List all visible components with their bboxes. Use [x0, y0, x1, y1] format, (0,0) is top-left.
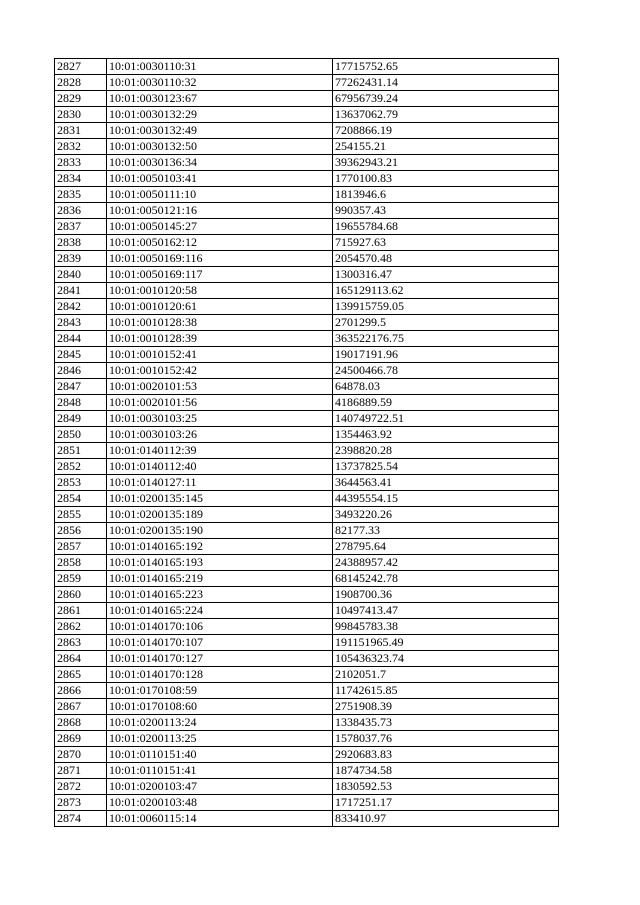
cadastral-number-cell: 10:01:0170108:60 [107, 699, 333, 715]
row-index-cell: 2833 [55, 155, 107, 171]
cadastral-number-cell: 10:01:0140112:40 [107, 459, 333, 475]
table-row [55, 523, 559, 539]
row-index-cell: 2864 [55, 651, 107, 667]
row-index-cell: 2850 [55, 427, 107, 443]
table-row [55, 763, 559, 779]
row-index-cell: 2869 [55, 731, 107, 747]
table-body [55, 59, 559, 827]
value-cell: 2920683.83 [333, 747, 559, 763]
row-index-cell: 2839 [55, 251, 107, 267]
cadastral-number-cell: 10:01:0030103:25 [107, 411, 333, 427]
table-row [55, 139, 559, 155]
row-index-cell: 2852 [55, 459, 107, 475]
row-index-cell: 2842 [55, 299, 107, 315]
row-index-cell: 2834 [55, 171, 107, 187]
cadastral-number-cell: 10:01:0140170:127 [107, 651, 333, 667]
table-row [55, 219, 559, 235]
value-cell: 278795.64 [333, 539, 559, 555]
row-index-cell: 2871 [55, 763, 107, 779]
row-index-cell: 2868 [55, 715, 107, 731]
value-cell: 1338435.73 [333, 715, 559, 731]
row-index-cell: 2849 [55, 411, 107, 427]
cadastral-number-cell: 10:01:0050145:27 [107, 219, 333, 235]
row-index-cell: 2858 [55, 555, 107, 571]
table-row [55, 603, 559, 619]
row-index-cell: 2870 [55, 747, 107, 763]
cadastral-number-cell: 10:01:0200113:24 [107, 715, 333, 731]
value-cell: 17715752.65 [333, 59, 559, 75]
value-cell: 13637062.79 [333, 107, 559, 123]
row-index-cell: 2866 [55, 683, 107, 699]
row-index-cell: 2838 [55, 235, 107, 251]
table-row [55, 107, 559, 123]
table-row [55, 731, 559, 747]
row-index-cell: 2856 [55, 523, 107, 539]
value-cell: 833410.97 [333, 811, 559, 827]
cadastral-number-cell: 10:01:0140165:192 [107, 539, 333, 555]
cadastral-number-cell: 10:01:0060115:14 [107, 811, 333, 827]
value-cell: 67956739.24 [333, 91, 559, 107]
row-index-cell: 2859 [55, 571, 107, 587]
table-row [55, 443, 559, 459]
value-cell: 165129113.62 [333, 283, 559, 299]
value-cell: 19655784.68 [333, 219, 559, 235]
cadastral-number-cell: 10:01:0050121:16 [107, 203, 333, 219]
row-index-cell: 2873 [55, 795, 107, 811]
value-cell: 39362943.21 [333, 155, 559, 171]
cadastral-number-cell: 10:01:0030110:31 [107, 59, 333, 75]
value-cell: 3493220.26 [333, 507, 559, 523]
row-index-cell: 2843 [55, 315, 107, 331]
table-row [55, 779, 559, 795]
value-cell: 7208866.19 [333, 123, 559, 139]
value-cell: 44395554.15 [333, 491, 559, 507]
cadastral-number-cell: 10:01:0140165:193 [107, 555, 333, 571]
value-cell: 1717251.17 [333, 795, 559, 811]
table-row [55, 251, 559, 267]
table-row [55, 155, 559, 171]
value-cell: 105436323.74 [333, 651, 559, 667]
cadastral-number-cell: 10:01:0030132:49 [107, 123, 333, 139]
row-index-cell: 2874 [55, 811, 107, 827]
table-row [55, 267, 559, 283]
table-row [55, 635, 559, 651]
data-table [54, 58, 559, 827]
cadastral-number-cell: 10:01:0200135:190 [107, 523, 333, 539]
value-cell: 1770100.83 [333, 171, 559, 187]
value-cell: 2751908.39 [333, 699, 559, 715]
value-cell: 4186889.59 [333, 395, 559, 411]
value-cell: 10497413.47 [333, 603, 559, 619]
value-cell: 1578037.76 [333, 731, 559, 747]
value-cell: 1813946.6 [333, 187, 559, 203]
table-row [55, 747, 559, 763]
row-index-cell: 2848 [55, 395, 107, 411]
value-cell: 82177.33 [333, 523, 559, 539]
cadastral-number-cell: 10:01:0140165:223 [107, 587, 333, 603]
table-row [55, 811, 559, 827]
cadastral-number-cell: 10:01:0010152:42 [107, 363, 333, 379]
table-row [55, 699, 559, 715]
row-index-cell: 2862 [55, 619, 107, 635]
value-cell: 2102051.7 [333, 667, 559, 683]
cadastral-number-cell: 10:01:0140165:224 [107, 603, 333, 619]
table-row [55, 91, 559, 107]
row-index-cell: 2832 [55, 139, 107, 155]
row-index-cell: 2827 [55, 59, 107, 75]
value-cell: 13737825.54 [333, 459, 559, 475]
cadastral-number-cell: 10:01:0050103:41 [107, 171, 333, 187]
table-row [55, 75, 559, 91]
cadastral-number-cell: 10:01:0020101:56 [107, 395, 333, 411]
cadastral-number-cell: 10:01:0140170:107 [107, 635, 333, 651]
cadastral-number-cell: 10:01:0140165:219 [107, 571, 333, 587]
row-index-cell: 2846 [55, 363, 107, 379]
row-index-cell: 2841 [55, 283, 107, 299]
table-row [55, 347, 559, 363]
value-cell: 1830592.53 [333, 779, 559, 795]
cadastral-number-cell: 10:01:0110151:41 [107, 763, 333, 779]
table-row [55, 571, 559, 587]
row-index-cell: 2836 [55, 203, 107, 219]
row-index-cell: 2835 [55, 187, 107, 203]
cadastral-number-cell: 10:01:0200103:47 [107, 779, 333, 795]
table-row [55, 187, 559, 203]
row-index-cell: 2863 [55, 635, 107, 651]
row-index-cell: 2861 [55, 603, 107, 619]
value-cell: 139915759.05 [333, 299, 559, 315]
value-cell: 2054570.48 [333, 251, 559, 267]
row-index-cell: 2840 [55, 267, 107, 283]
table-row [55, 491, 559, 507]
cadastral-number-cell: 10:01:0010152:41 [107, 347, 333, 363]
cadastral-number-cell: 10:01:0010128:39 [107, 331, 333, 347]
value-cell: 715927.63 [333, 235, 559, 251]
row-index-cell: 2845 [55, 347, 107, 363]
cadastral-number-cell: 10:01:0010128:38 [107, 315, 333, 331]
row-index-cell: 2831 [55, 123, 107, 139]
value-cell: 24500466.78 [333, 363, 559, 379]
cadastral-number-cell: 10:01:0050169:116 [107, 251, 333, 267]
cadastral-number-cell: 10:01:0030103:26 [107, 427, 333, 443]
cadastral-number-cell: 10:01:0170108:59 [107, 683, 333, 699]
value-cell: 24388957.42 [333, 555, 559, 571]
table-row [55, 683, 559, 699]
cadastral-number-cell: 10:01:0030132:50 [107, 139, 333, 155]
cadastral-number-cell: 10:01:0030132:29 [107, 107, 333, 123]
table-row [55, 427, 559, 443]
table-row [55, 795, 559, 811]
row-index-cell: 2847 [55, 379, 107, 395]
table-row [55, 315, 559, 331]
cadastral-number-cell: 10:01:0200135:189 [107, 507, 333, 523]
value-cell: 990357.43 [333, 203, 559, 219]
table-row [55, 203, 559, 219]
value-cell: 191151965.49 [333, 635, 559, 651]
value-cell: 3644563.41 [333, 475, 559, 491]
cadastral-number-cell: 10:01:0030110:32 [107, 75, 333, 91]
table-row [55, 363, 559, 379]
value-cell: 68145242.78 [333, 571, 559, 587]
value-cell: 363522176.75 [333, 331, 559, 347]
row-index-cell: 2860 [55, 587, 107, 603]
cadastral-number-cell: 10:01:0200135:145 [107, 491, 333, 507]
row-index-cell: 2857 [55, 539, 107, 555]
row-index-cell: 2829 [55, 91, 107, 107]
cadastral-number-cell: 10:01:0200103:48 [107, 795, 333, 811]
cadastral-number-cell: 10:01:0010120:58 [107, 283, 333, 299]
row-index-cell: 2851 [55, 443, 107, 459]
table-row [55, 667, 559, 683]
row-index-cell: 2830 [55, 107, 107, 123]
table-row [55, 715, 559, 731]
value-cell: 140749722.51 [333, 411, 559, 427]
table-row [55, 331, 559, 347]
row-index-cell: 2854 [55, 491, 107, 507]
cadastral-number-cell: 10:01:0020101:53 [107, 379, 333, 395]
table-row [55, 507, 559, 523]
value-cell: 77262431.14 [333, 75, 559, 91]
value-cell: 2398820.28 [333, 443, 559, 459]
table-row [55, 379, 559, 395]
row-index-cell: 2853 [55, 475, 107, 491]
table-row [55, 475, 559, 491]
table-row [55, 459, 559, 475]
value-cell: 254155.21 [333, 139, 559, 155]
table-row [55, 283, 559, 299]
table-row [55, 395, 559, 411]
value-cell: 1874734.58 [333, 763, 559, 779]
row-index-cell: 2837 [55, 219, 107, 235]
row-index-cell: 2844 [55, 331, 107, 347]
cadastral-number-cell: 10:01:0140127:11 [107, 475, 333, 491]
cadastral-number-cell: 10:01:0110151:40 [107, 747, 333, 763]
value-cell: 19017191.96 [333, 347, 559, 363]
cadastral-number-cell: 10:01:0200113:25 [107, 731, 333, 747]
value-cell: 1354463.92 [333, 427, 559, 443]
value-cell: 1300316.47 [333, 267, 559, 283]
table-row [55, 171, 559, 187]
cadastral-number-cell: 10:01:0050169:117 [107, 267, 333, 283]
table-row [55, 235, 559, 251]
table-row [55, 411, 559, 427]
value-cell: 2701299.5 [333, 315, 559, 331]
cadastral-number-cell: 10:01:0030123:67 [107, 91, 333, 107]
table-row [55, 555, 559, 571]
table-row [55, 619, 559, 635]
cadastral-number-cell: 10:01:0030136:34 [107, 155, 333, 171]
value-cell: 1908700.36 [333, 587, 559, 603]
cadastral-number-cell: 10:01:0140170:128 [107, 667, 333, 683]
table-row [55, 123, 559, 139]
table-row [55, 587, 559, 603]
table-row [55, 539, 559, 555]
cadastral-number-cell: 10:01:0140112:39 [107, 443, 333, 459]
value-cell: 99845783.38 [333, 619, 559, 635]
value-cell: 64878.03 [333, 379, 559, 395]
row-index-cell: 2872 [55, 779, 107, 795]
cadastral-number-cell: 10:01:0140170:106 [107, 619, 333, 635]
table-row [55, 59, 559, 75]
cadastral-number-cell: 10:01:0050111:10 [107, 187, 333, 203]
cadastral-number-cell: 10:01:0010120:61 [107, 299, 333, 315]
row-index-cell: 2865 [55, 667, 107, 683]
table-row [55, 651, 559, 667]
cadastral-number-cell: 10:01:0050162:12 [107, 235, 333, 251]
table-row [55, 299, 559, 315]
value-cell: 11742615.85 [333, 683, 559, 699]
row-index-cell: 2867 [55, 699, 107, 715]
row-index-cell: 2855 [55, 507, 107, 523]
row-index-cell: 2828 [55, 75, 107, 91]
